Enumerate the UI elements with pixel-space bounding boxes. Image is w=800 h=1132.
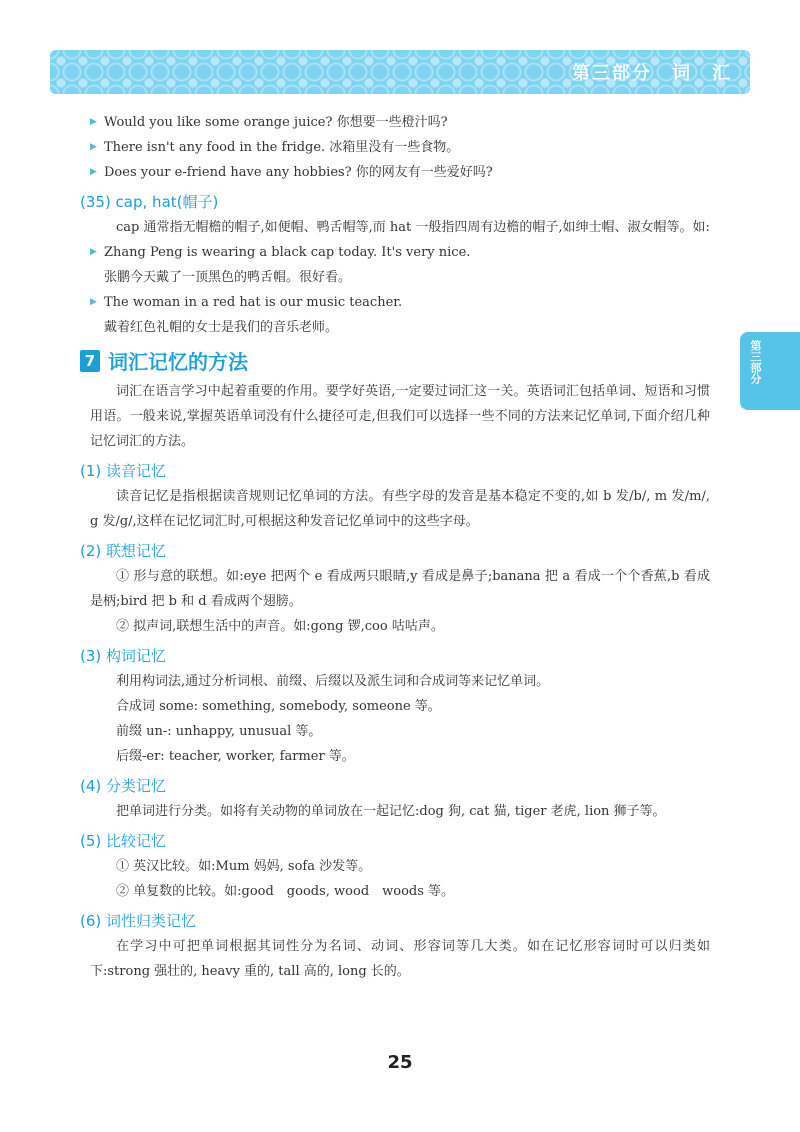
bullet-icon: ▶ xyxy=(90,297,97,307)
example-item: ▶ There isn't any food in the fridge. 冰箱里没有一些食物。 xyxy=(90,135,710,160)
method-text: 把单词进行分类。如将有关动物的单词放在一起记忆:dog 狗, cat 猫, tiger 老虎, lion 狮子等。 xyxy=(116,804,666,819)
page-content xyxy=(80,110,710,984)
header-title: 第三部分 词 汇 xyxy=(572,63,732,84)
method-text: 读音记忆是指根据读音规则记忆单词的方法。有些字母的发音是基本稳定不变的,如 b 发/b/, m 发/m/, g 发/g/,这样在记忆词汇时,可根据这种发音记忆单词中的这些字母。 xyxy=(90,489,710,529)
method-title: (2) 联想记忆 xyxy=(80,542,167,560)
method-line: ① 英汉比较。如:Mum 妈妈, sofa 沙发等。 xyxy=(116,859,372,874)
bullet-icon: ▶ xyxy=(90,167,97,177)
method-line: 后缀-er: teacher, worker, farmer 等。 xyxy=(116,749,355,764)
example-item: ▶ The woman in a red hat is our music teacher. xyxy=(90,290,710,315)
method-title: (6) 词性归类记忆 xyxy=(80,912,197,930)
method-title: (3) 构词记忆 xyxy=(80,647,167,665)
section-heading: 词汇记忆的方法 xyxy=(108,350,248,374)
method-line: ② 单复数的比较。如:good goods, wood woods 等。 xyxy=(116,884,455,899)
method-text: ① 形与意的联想。如:eye 把两个 e 看成两只眼睛,y 看成是鼻子;banana 把 a 看成一个个香蕉,b 看成是柄;bird 把 b 和 d 看成两个翅膀。 xyxy=(90,569,710,609)
header-band xyxy=(50,50,750,94)
section-title xyxy=(80,346,710,375)
example-item: ▶ Would you like some orange juice? 你想要一些橙汁吗? xyxy=(90,110,710,135)
bullet-icon: ▶ xyxy=(90,117,97,127)
method-title: (5) 比较记忆 xyxy=(80,832,167,850)
side-tab-label: 第三部分 xyxy=(749,340,762,384)
example-translation: 戴着红色礼帽的女士是我们的音乐老师。 xyxy=(104,320,339,335)
method-line: ② 拟声词,联想生活中的声音。如:gong 锣,coo 咕咕声。 xyxy=(116,619,444,634)
side-tab xyxy=(740,332,800,410)
item35-text: cap 通常指无帽檐的帽子,如便帽、鸭舌帽等,而 hat 一般指四周有边檐的帽子,如绅士帽、淑女帽等。如: xyxy=(116,220,710,235)
examples-top xyxy=(90,110,710,185)
method-text: 在学习中可把单词根据其词性分为名词、动词、形容词等几大类。如在记忆形容词时可以归类如下:strong 强壮的, heavy 重的, tall 高的, long 长的。 xyxy=(90,939,710,979)
bullet-icon: ▶ xyxy=(90,247,97,257)
section-intro: 词汇在语言学习中起着重要的作用。要学好英语,一定要过词汇这一关。英语词汇包括单词、短语和习惯用语。一般来说,掌握英语单词没有什么捷径可走,但我们可以选择一些不同的方法来记忆单词,下面介绍几种记忆词汇的方法。 xyxy=(90,384,710,449)
method-line: 利用构词法,通过分析词根、前缀、后缀以及派生词和合成词等来记忆单词。 xyxy=(116,674,550,689)
example-item: ▶ Does your e-friend have any hobbies? 你的网友有一些爱好吗? xyxy=(90,160,710,185)
method-line: 前缀 un-: unhappy, unusual 等。 xyxy=(116,724,322,739)
item35-title: (35) cap, hat(帽子) xyxy=(80,193,219,211)
section-number: 7 xyxy=(80,350,100,372)
example-item: ▶ Zhang Peng is wearing a black cap today. It's very nice. xyxy=(90,240,710,265)
bullet-icon: ▶ xyxy=(90,142,97,152)
method-title: (1) 读音记忆 xyxy=(80,462,167,480)
example-translation: 张鹏今天戴了一顶黑色的鸭舌帽。很好看。 xyxy=(104,270,352,285)
method-title: (4) 分类记忆 xyxy=(80,777,167,795)
method-line: 合成词 some: something, somebody, someone 等。 xyxy=(116,699,441,714)
page-number: 25 xyxy=(387,1052,413,1073)
